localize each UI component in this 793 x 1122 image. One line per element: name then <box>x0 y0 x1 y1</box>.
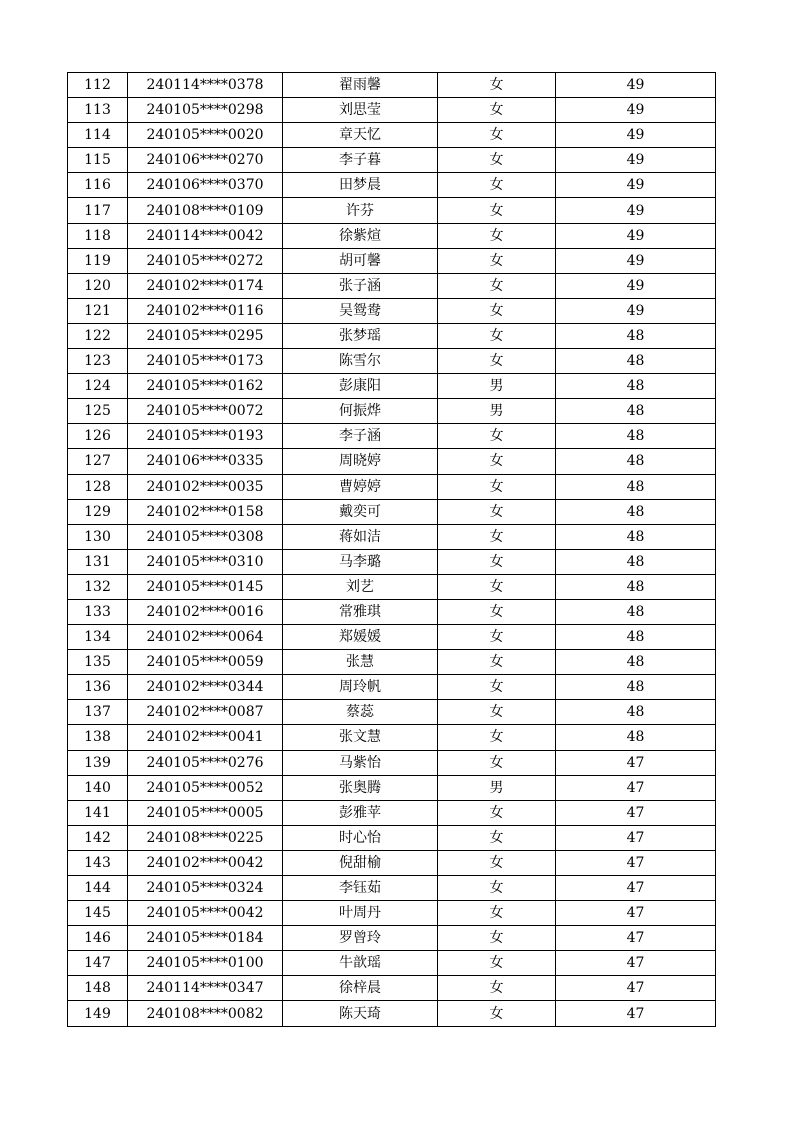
id-number-cell: 240105****0295 <box>128 323 283 348</box>
score-cell: 49 <box>556 198 716 223</box>
score-cell: 49 <box>556 173 716 198</box>
table-row <box>68 750 716 775</box>
score-cell: 48 <box>556 399 716 424</box>
score-cell: 48 <box>556 499 716 524</box>
results-table <box>67 72 716 1027</box>
score-cell: 48 <box>556 625 716 650</box>
name-cell: 周玲帆 <box>283 675 438 700</box>
name-cell: 叶周丹 <box>283 901 438 926</box>
gender-cell: 女 <box>438 926 556 951</box>
gender-cell: 女 <box>438 901 556 926</box>
table-row <box>68 374 716 399</box>
row-number-cell: 124 <box>68 374 128 399</box>
row-number-cell: 113 <box>68 98 128 123</box>
score-cell: 47 <box>556 750 716 775</box>
row-number-cell: 146 <box>68 926 128 951</box>
table-row <box>68 876 716 901</box>
table-row <box>68 850 716 875</box>
name-cell: 张梦瑶 <box>283 323 438 348</box>
gender-cell: 女 <box>438 173 556 198</box>
id-number-cell: 240102****0174 <box>128 273 283 298</box>
name-cell: 戴奕可 <box>283 499 438 524</box>
name-cell: 张奥腾 <box>283 775 438 800</box>
row-number-cell: 147 <box>68 951 128 976</box>
row-number-cell: 143 <box>68 850 128 875</box>
row-number-cell: 149 <box>68 1001 128 1026</box>
row-number-cell: 128 <box>68 474 128 499</box>
table-row <box>68 599 716 624</box>
id-number-cell: 240102****0016 <box>128 599 283 624</box>
score-cell: 49 <box>556 148 716 173</box>
row-number-cell: 145 <box>68 901 128 926</box>
name-cell: 翟雨馨 <box>283 73 438 98</box>
id-number-cell: 240105****0100 <box>128 951 283 976</box>
score-cell: 48 <box>556 474 716 499</box>
row-number-cell: 141 <box>68 800 128 825</box>
score-cell: 47 <box>556 976 716 1001</box>
gender-cell: 女 <box>438 273 556 298</box>
row-number-cell: 122 <box>68 323 128 348</box>
score-cell: 47 <box>556 850 716 875</box>
gender-cell: 男 <box>438 775 556 800</box>
gender-cell: 男 <box>438 374 556 399</box>
row-number-cell: 125 <box>68 399 128 424</box>
row-number-cell: 134 <box>68 625 128 650</box>
score-cell: 48 <box>556 700 716 725</box>
table-row <box>68 98 716 123</box>
table-row <box>68 474 716 499</box>
gender-cell: 女 <box>438 298 556 323</box>
score-cell: 47 <box>556 1001 716 1026</box>
score-cell: 47 <box>556 926 716 951</box>
gender-cell: 女 <box>438 574 556 599</box>
gender-cell: 女 <box>438 650 556 675</box>
id-number-cell: 240105****0059 <box>128 650 283 675</box>
id-number-cell: 240102****0158 <box>128 499 283 524</box>
row-number-cell: 136 <box>68 675 128 700</box>
gender-cell: 女 <box>438 323 556 348</box>
gender-cell: 女 <box>438 850 556 875</box>
gender-cell: 女 <box>438 725 556 750</box>
table-row <box>68 825 716 850</box>
id-number-cell: 240105****0276 <box>128 750 283 775</box>
score-cell: 47 <box>556 876 716 901</box>
id-number-cell: 240102****0041 <box>128 725 283 750</box>
table-row <box>68 901 716 926</box>
gender-cell: 女 <box>438 976 556 1001</box>
score-cell: 49 <box>556 273 716 298</box>
score-cell: 48 <box>556 424 716 449</box>
id-number-cell: 240105****0005 <box>128 800 283 825</box>
gender-cell: 女 <box>438 1001 556 1026</box>
score-cell: 48 <box>556 675 716 700</box>
row-number-cell: 117 <box>68 198 128 223</box>
row-number-cell: 135 <box>68 650 128 675</box>
id-number-cell: 240105****0184 <box>128 926 283 951</box>
name-cell: 许芬 <box>283 198 438 223</box>
id-number-cell: 240105****0145 <box>128 574 283 599</box>
gender-cell: 女 <box>438 198 556 223</box>
table-row <box>68 725 716 750</box>
name-cell: 张慧 <box>283 650 438 675</box>
row-number-cell: 138 <box>68 725 128 750</box>
score-cell: 49 <box>556 123 716 148</box>
gender-cell: 女 <box>438 524 556 549</box>
table-row <box>68 1001 716 1026</box>
id-number-cell: 240102****0064 <box>128 625 283 650</box>
gender-cell: 女 <box>438 499 556 524</box>
name-cell: 张子涵 <box>283 273 438 298</box>
table-row <box>68 650 716 675</box>
table-row <box>68 675 716 700</box>
gender-cell: 女 <box>438 73 556 98</box>
id-number-cell: 240102****0087 <box>128 700 283 725</box>
gender-cell: 女 <box>438 424 556 449</box>
score-cell: 49 <box>556 248 716 273</box>
table-row <box>68 926 716 951</box>
table-row <box>68 349 716 374</box>
table-row <box>68 248 716 273</box>
table-row <box>68 223 716 248</box>
name-cell: 胡可馨 <box>283 248 438 273</box>
name-cell: 徐梓晨 <box>283 976 438 1001</box>
name-cell: 陈天琦 <box>283 1001 438 1026</box>
table-row <box>68 323 716 348</box>
score-cell: 47 <box>556 951 716 976</box>
table-row <box>68 123 716 148</box>
name-cell: 刘艺 <box>283 574 438 599</box>
row-number-cell: 120 <box>68 273 128 298</box>
id-number-cell: 240105****0272 <box>128 248 283 273</box>
score-cell: 49 <box>556 298 716 323</box>
results-sheet <box>67 72 716 1027</box>
row-number-cell: 127 <box>68 449 128 474</box>
name-cell: 彭康阳 <box>283 374 438 399</box>
table-row <box>68 449 716 474</box>
gender-cell: 女 <box>438 223 556 248</box>
id-number-cell: 240105****0052 <box>128 775 283 800</box>
name-cell: 马李璐 <box>283 549 438 574</box>
name-cell: 郑媛媛 <box>283 625 438 650</box>
row-number-cell: 116 <box>68 173 128 198</box>
row-number-cell: 115 <box>68 148 128 173</box>
table-row <box>68 775 716 800</box>
score-cell: 47 <box>556 825 716 850</box>
gender-cell: 女 <box>438 951 556 976</box>
row-number-cell: 148 <box>68 976 128 1001</box>
name-cell: 曹婷婷 <box>283 474 438 499</box>
score-cell: 48 <box>556 449 716 474</box>
table-row <box>68 298 716 323</box>
id-number-cell: 240108****0109 <box>128 198 283 223</box>
id-number-cell: 240105****0310 <box>128 549 283 574</box>
row-number-cell: 114 <box>68 123 128 148</box>
score-cell: 48 <box>556 524 716 549</box>
name-cell: 田梦晨 <box>283 173 438 198</box>
table-row <box>68 273 716 298</box>
row-number-cell: 139 <box>68 750 128 775</box>
id-number-cell: 240105****0020 <box>128 123 283 148</box>
gender-cell: 女 <box>438 349 556 374</box>
id-number-cell: 240105****0298 <box>128 98 283 123</box>
gender-cell: 女 <box>438 800 556 825</box>
row-number-cell: 126 <box>68 424 128 449</box>
id-number-cell: 240105****0072 <box>128 399 283 424</box>
score-cell: 49 <box>556 73 716 98</box>
id-number-cell: 240102****0035 <box>128 474 283 499</box>
row-number-cell: 131 <box>68 549 128 574</box>
table-row <box>68 499 716 524</box>
name-cell: 李子涵 <box>283 424 438 449</box>
name-cell: 罗曾玲 <box>283 926 438 951</box>
score-cell: 48 <box>556 650 716 675</box>
table-row <box>68 198 716 223</box>
row-number-cell: 112 <box>68 73 128 98</box>
id-number-cell: 240114****0378 <box>128 73 283 98</box>
table-row <box>68 424 716 449</box>
name-cell: 牛歆瑶 <box>283 951 438 976</box>
name-cell: 常雅琪 <box>283 599 438 624</box>
table-row <box>68 524 716 549</box>
name-cell: 何振烨 <box>283 399 438 424</box>
name-cell: 刘思莹 <box>283 98 438 123</box>
name-cell: 吴鸳鸯 <box>283 298 438 323</box>
score-cell: 48 <box>556 349 716 374</box>
score-cell: 47 <box>556 775 716 800</box>
gender-cell: 女 <box>438 876 556 901</box>
gender-cell: 女 <box>438 474 556 499</box>
id-number-cell: 240105****0042 <box>128 901 283 926</box>
score-cell: 48 <box>556 574 716 599</box>
gender-cell: 女 <box>438 449 556 474</box>
row-number-cell: 130 <box>68 524 128 549</box>
score-cell: 48 <box>556 323 716 348</box>
gender-cell: 女 <box>438 549 556 574</box>
gender-cell: 女 <box>438 248 556 273</box>
row-number-cell: 123 <box>68 349 128 374</box>
gender-cell: 女 <box>438 750 556 775</box>
name-cell: 时心怡 <box>283 825 438 850</box>
name-cell: 倪甜榆 <box>283 850 438 875</box>
gender-cell: 女 <box>438 599 556 624</box>
id-number-cell: 240108****0225 <box>128 825 283 850</box>
id-number-cell: 240106****0370 <box>128 173 283 198</box>
score-cell: 49 <box>556 223 716 248</box>
name-cell: 蔡蕊 <box>283 700 438 725</box>
row-number-cell: 137 <box>68 700 128 725</box>
gender-cell: 女 <box>438 700 556 725</box>
gender-cell: 男 <box>438 399 556 424</box>
table-row <box>68 700 716 725</box>
row-number-cell: 142 <box>68 825 128 850</box>
gender-cell: 女 <box>438 148 556 173</box>
id-number-cell: 240102****0042 <box>128 850 283 875</box>
table-row <box>68 574 716 599</box>
id-number-cell: 240114****0042 <box>128 223 283 248</box>
score-cell: 49 <box>556 98 716 123</box>
row-number-cell: 121 <box>68 298 128 323</box>
gender-cell: 女 <box>438 625 556 650</box>
score-cell: 47 <box>556 800 716 825</box>
table-row <box>68 73 716 98</box>
id-number-cell: 240105****0193 <box>128 424 283 449</box>
row-number-cell: 144 <box>68 876 128 901</box>
row-number-cell: 133 <box>68 599 128 624</box>
table-row <box>68 800 716 825</box>
id-number-cell: 240106****0335 <box>128 449 283 474</box>
table-body <box>68 73 716 1027</box>
table-row <box>68 976 716 1001</box>
id-number-cell: 240105****0173 <box>128 349 283 374</box>
score-cell: 47 <box>556 901 716 926</box>
id-number-cell: 240105****0162 <box>128 374 283 399</box>
score-cell: 48 <box>556 599 716 624</box>
score-cell: 48 <box>556 549 716 574</box>
id-number-cell: 240105****0308 <box>128 524 283 549</box>
id-number-cell: 240114****0347 <box>128 976 283 1001</box>
name-cell: 徐紫煊 <box>283 223 438 248</box>
table-row <box>68 148 716 173</box>
name-cell: 李钰茹 <box>283 876 438 901</box>
score-cell: 48 <box>556 374 716 399</box>
table-row <box>68 625 716 650</box>
id-number-cell: 240102****0116 <box>128 298 283 323</box>
name-cell: 周晓婷 <box>283 449 438 474</box>
id-number-cell: 240105****0324 <box>128 876 283 901</box>
id-number-cell: 240102****0344 <box>128 675 283 700</box>
gender-cell: 女 <box>438 98 556 123</box>
gender-cell: 女 <box>438 675 556 700</box>
row-number-cell: 129 <box>68 499 128 524</box>
name-cell: 李子暮 <box>283 148 438 173</box>
name-cell: 蒋如洁 <box>283 524 438 549</box>
name-cell: 彭雅苹 <box>283 800 438 825</box>
gender-cell: 女 <box>438 825 556 850</box>
row-number-cell: 119 <box>68 248 128 273</box>
row-number-cell: 118 <box>68 223 128 248</box>
gender-cell: 女 <box>438 123 556 148</box>
id-number-cell: 240108****0082 <box>128 1001 283 1026</box>
row-number-cell: 140 <box>68 775 128 800</box>
name-cell: 章天忆 <box>283 123 438 148</box>
table-row <box>68 951 716 976</box>
table-row <box>68 399 716 424</box>
name-cell: 陈雪尔 <box>283 349 438 374</box>
name-cell: 张文慧 <box>283 725 438 750</box>
name-cell: 马紫怡 <box>283 750 438 775</box>
score-cell: 48 <box>556 725 716 750</box>
table-row <box>68 173 716 198</box>
row-number-cell: 132 <box>68 574 128 599</box>
table-row <box>68 549 716 574</box>
id-number-cell: 240106****0270 <box>128 148 283 173</box>
